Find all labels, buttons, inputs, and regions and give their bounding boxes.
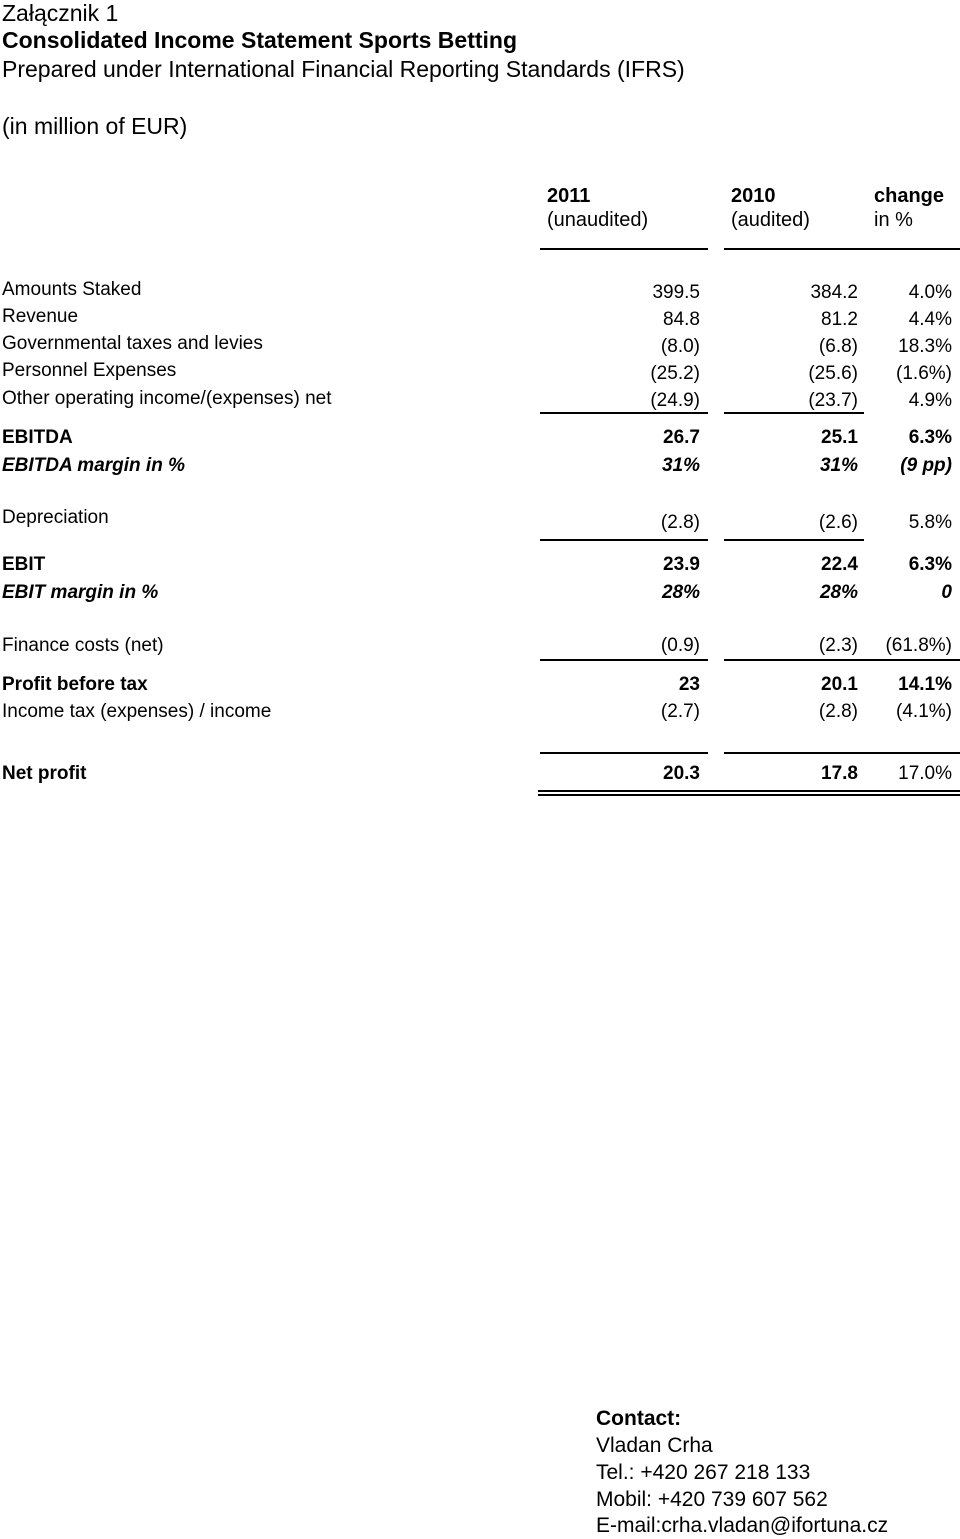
- contact-mobil: Mobil: +420 739 607 562: [596, 1488, 828, 1511]
- cell-2011: (0.9): [660, 635, 700, 656]
- double-rule-top: [538, 790, 960, 792]
- cell-2011: (25.2): [650, 363, 700, 384]
- total-rule-2010-change: [724, 752, 960, 754]
- cell-change: 6.3%: [908, 554, 952, 575]
- cell-2011: (2.8): [660, 512, 700, 533]
- subtotal-rule-2011: [540, 412, 708, 414]
- cell-2010: (2.6): [818, 512, 858, 533]
- cell-change: (9 pp): [900, 455, 952, 476]
- header-rule-2011: [540, 248, 708, 250]
- row-label-ebit-margin: EBIT margin in %: [2, 582, 159, 603]
- cell-2011: (2.7): [660, 701, 700, 722]
- header-rule-2010-change: [724, 248, 960, 250]
- cell-2010: 20.1: [821, 674, 858, 695]
- contact-email: E-mail:crha.vladan@ifortuna.cz: [596, 1514, 889, 1537]
- row-label-revenue: Revenue: [2, 306, 79, 327]
- column-header-change: change: [874, 185, 945, 207]
- cell-2011: 399.5: [652, 282, 700, 303]
- cell-change: 4.9%: [908, 390, 952, 411]
- document-subtitle: Prepared under International Financial Reporting Standards (IFRS): [2, 56, 685, 82]
- cell-2010: 17.8: [821, 763, 858, 784]
- cell-2011: 26.7: [663, 427, 700, 448]
- cell-change: (1.6%): [896, 363, 952, 384]
- cell-2010: (2.8): [818, 701, 858, 722]
- cell-2010: 384.2: [810, 282, 858, 303]
- cell-2011: 23: [678, 674, 700, 695]
- subtotal-rule-2010: [724, 412, 864, 414]
- subtotal-rule-2010: [724, 539, 864, 541]
- cell-change: 5.8%: [908, 512, 952, 533]
- cell-2011: (8.0): [660, 336, 700, 357]
- cell-2011: (24.9): [650, 390, 700, 411]
- row-label-governmental-taxes: Governmental taxes and levies: [2, 333, 263, 354]
- subtotal-rule-2011: [540, 539, 708, 541]
- column-header-2010-status: (audited): [731, 209, 810, 231]
- row-label-ebitda-margin: EBITDA margin in %: [2, 455, 185, 476]
- cell-change: 4.0%: [908, 282, 952, 303]
- row-label-personnel-expenses: Personnel Expenses: [2, 360, 177, 381]
- column-header-change-unit: in %: [874, 209, 913, 231]
- cell-2010: 31%: [819, 455, 858, 476]
- unit-note: (in million of EUR): [2, 113, 188, 139]
- cell-change: 6.3%: [908, 427, 952, 448]
- cell-2011: 23.9: [663, 554, 700, 575]
- cell-2010: 81.2: [821, 309, 858, 330]
- document-title: Consolidated Income Statement Sports Betting: [2, 27, 517, 53]
- row-label-net-profit: Net profit: [2, 763, 87, 784]
- cell-change: 4.4%: [908, 309, 952, 330]
- cell-2011: 84.8: [663, 309, 700, 330]
- cell-change: (61.8%): [885, 635, 952, 656]
- contact-name: Vladan Crha: [596, 1434, 713, 1457]
- cell-change: 17.0%: [898, 763, 952, 784]
- contact-heading: Contact:: [596, 1407, 682, 1430]
- cell-2010: (6.8): [818, 336, 858, 357]
- row-label-profit-before-tax: Profit before tax: [2, 674, 148, 695]
- row-label-other-operating: Other operating income/(expenses) net: [2, 388, 332, 409]
- subtotal-rule-2010-change: [724, 659, 960, 661]
- attachment-label: Załącznik 1: [2, 0, 119, 26]
- cell-2011: 20.3: [663, 763, 700, 784]
- double-rule-bottom: [538, 794, 960, 796]
- cell-2011: 28%: [661, 582, 700, 603]
- subtotal-rule-2011: [540, 659, 708, 661]
- cell-2010: 28%: [819, 582, 858, 603]
- row-label-amounts-staked: Amounts Staked: [2, 279, 142, 300]
- cell-2010: (23.7): [808, 390, 858, 411]
- cell-2010: (25.6): [808, 363, 858, 384]
- cell-change: 0: [941, 582, 952, 603]
- cell-change: (4.1%): [896, 701, 952, 722]
- row-label-finance-costs: Finance costs (net): [2, 635, 164, 656]
- column-header-2010-year: 2010: [731, 185, 776, 207]
- cell-2011: 31%: [661, 455, 700, 476]
- cell-change: 18.3%: [898, 336, 952, 357]
- column-header-2011-year: 2011: [547, 185, 591, 207]
- contact-tel: Tel.: +420 267 218 133: [596, 1461, 811, 1484]
- total-rule-2011: [540, 752, 708, 754]
- row-label-depreciation: Depreciation: [2, 507, 109, 528]
- cell-2010: (2.3): [818, 635, 858, 656]
- row-label-income-tax: Income tax (expenses) / income: [2, 701, 272, 722]
- cell-2010: 25.1: [821, 427, 858, 448]
- row-label-ebitda: EBITDA: [2, 427, 73, 448]
- column-header-2011-status: (unaudited): [547, 209, 649, 231]
- cell-change: 14.1%: [898, 674, 952, 695]
- row-label-ebit: EBIT: [2, 554, 46, 575]
- cell-2010: 22.4: [821, 554, 858, 575]
